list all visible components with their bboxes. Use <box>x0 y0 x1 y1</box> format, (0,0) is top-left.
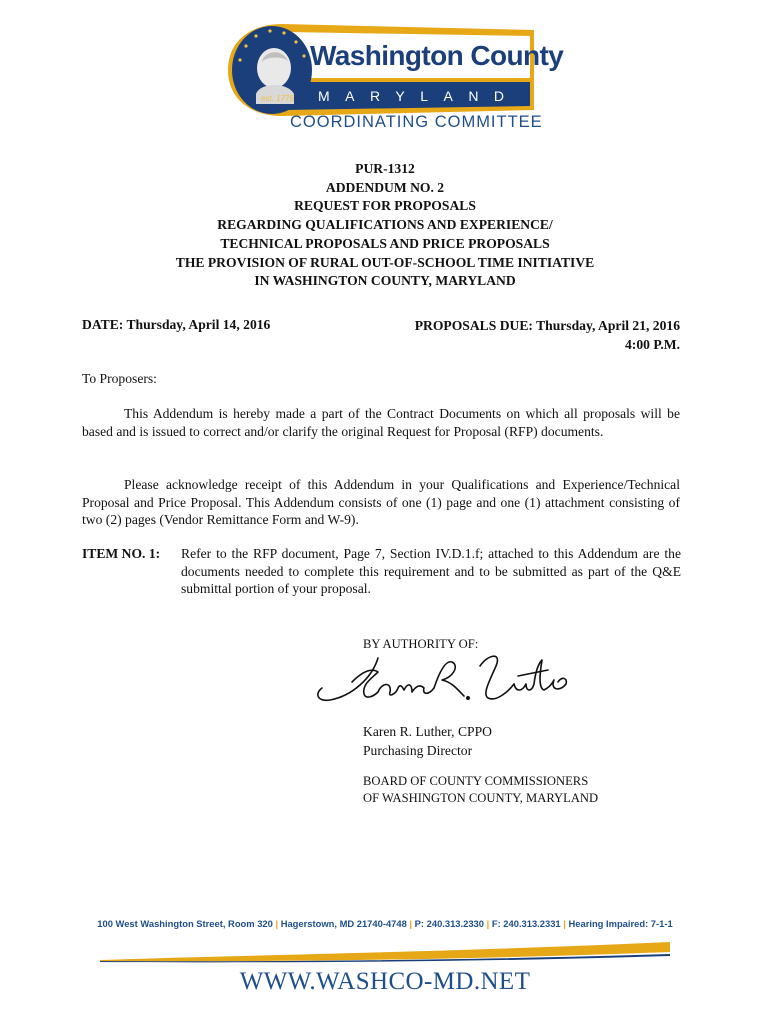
footer-street: 100 West Washington Street, Room 320 <box>97 918 273 929</box>
proposals-due-time: 4:00 P.M. <box>625 336 680 352</box>
greeting: To Proposers: <box>82 371 157 386</box>
footer-separator: | <box>563 918 566 929</box>
item-1-text: Refer to the RFP document, Page 7, Section IV.D.1.f; attached to this Addendum are the documents needed to complete this requirement and to be submitted as part of the Q&E submittal portion of your proposal. <box>181 546 681 597</box>
footer-separator: | <box>275 918 279 929</box>
title-line: THE PROVISION OF RURAL OUT-OF-SCHOOL TIME INITIATIVE <box>175 254 595 270</box>
proposals-due-date: PROPOSALS DUE: Thursday, April 21, 2016 <box>414 318 680 333</box>
footer-hearing-impaired: Hearing Impaired: 7-1-1 <box>568 918 673 929</box>
title-line: IN WASHINGTON COUNTY, MARYLAND <box>254 273 516 289</box>
signer-name: Karen R. Luther, CPPO <box>363 724 492 739</box>
issue-date: DATE: Thursday, April 14, 2016 <box>82 317 271 332</box>
proposals-due <box>415 317 680 354</box>
footer-fax: F: 240.313.2331 <box>491 918 561 929</box>
logo-county-name: Washington County <box>310 40 564 71</box>
signer-block <box>363 723 492 760</box>
board-line-1: BOARD OF COUNTY COMMISSIONERS <box>363 774 589 788</box>
paragraph-acknowledge: Please acknowledge receipt of this Addendum in your Qualifications and Experience/Technical Proposal and Price Proposal. This Addendum consists of one (1) page and one (1) attachment consisting of two (2) pages (Vendor Remittance Form and W-9). <box>82 477 680 528</box>
handwritten-signature-icon <box>312 648 572 710</box>
committee-name: COORDINATING COMMITTEE <box>290 113 543 131</box>
paragraph-addendum-purpose: This Addendum is hereby made a part of the Contract Documents on which all proposals will be based and is issued to correct and/or clarify the original Request for Proposal (RFP) documents. <box>82 406 680 439</box>
title-line: PUR-1312 <box>355 161 415 176</box>
title-line: ADDENDUM NO. 2 <box>325 179 445 195</box>
footer-phone: P: 240.313.2330 <box>414 918 484 929</box>
board-block <box>363 773 598 807</box>
signer-title: Purchasing Director <box>363 742 473 758</box>
footer-website: WWW.WASHCO-MD.NET <box>239 968 531 995</box>
county-logo <box>226 22 564 118</box>
footer-separator: | <box>486 918 490 929</box>
footer-city: Hagerstown, MD 21740-4748 <box>280 918 407 929</box>
by-authority-label: BY AUTHORITY OF: <box>363 637 479 651</box>
gold-swoosh-divider <box>100 940 670 964</box>
logo-established: est. 1776 <box>261 94 294 103</box>
board-line-2: OF WASHINGTON COUNTY, MARYLAND <box>363 791 599 805</box>
item-1-label: ITEM NO. 1: <box>82 546 161 561</box>
title-line: REQUEST FOR PROPOSALS <box>294 198 476 214</box>
logo-state-name: MARYLAND <box>318 88 520 104</box>
title-line: TECHNICAL PROPOSALS AND PRICE PROPOSALS <box>220 235 550 251</box>
title-line: REGARDING QUALIFICATIONS AND EXPERIENCE/ <box>217 217 553 233</box>
footer-separator: | <box>409 918 413 929</box>
footer-address <box>0 918 770 929</box>
document-title <box>0 160 770 291</box>
